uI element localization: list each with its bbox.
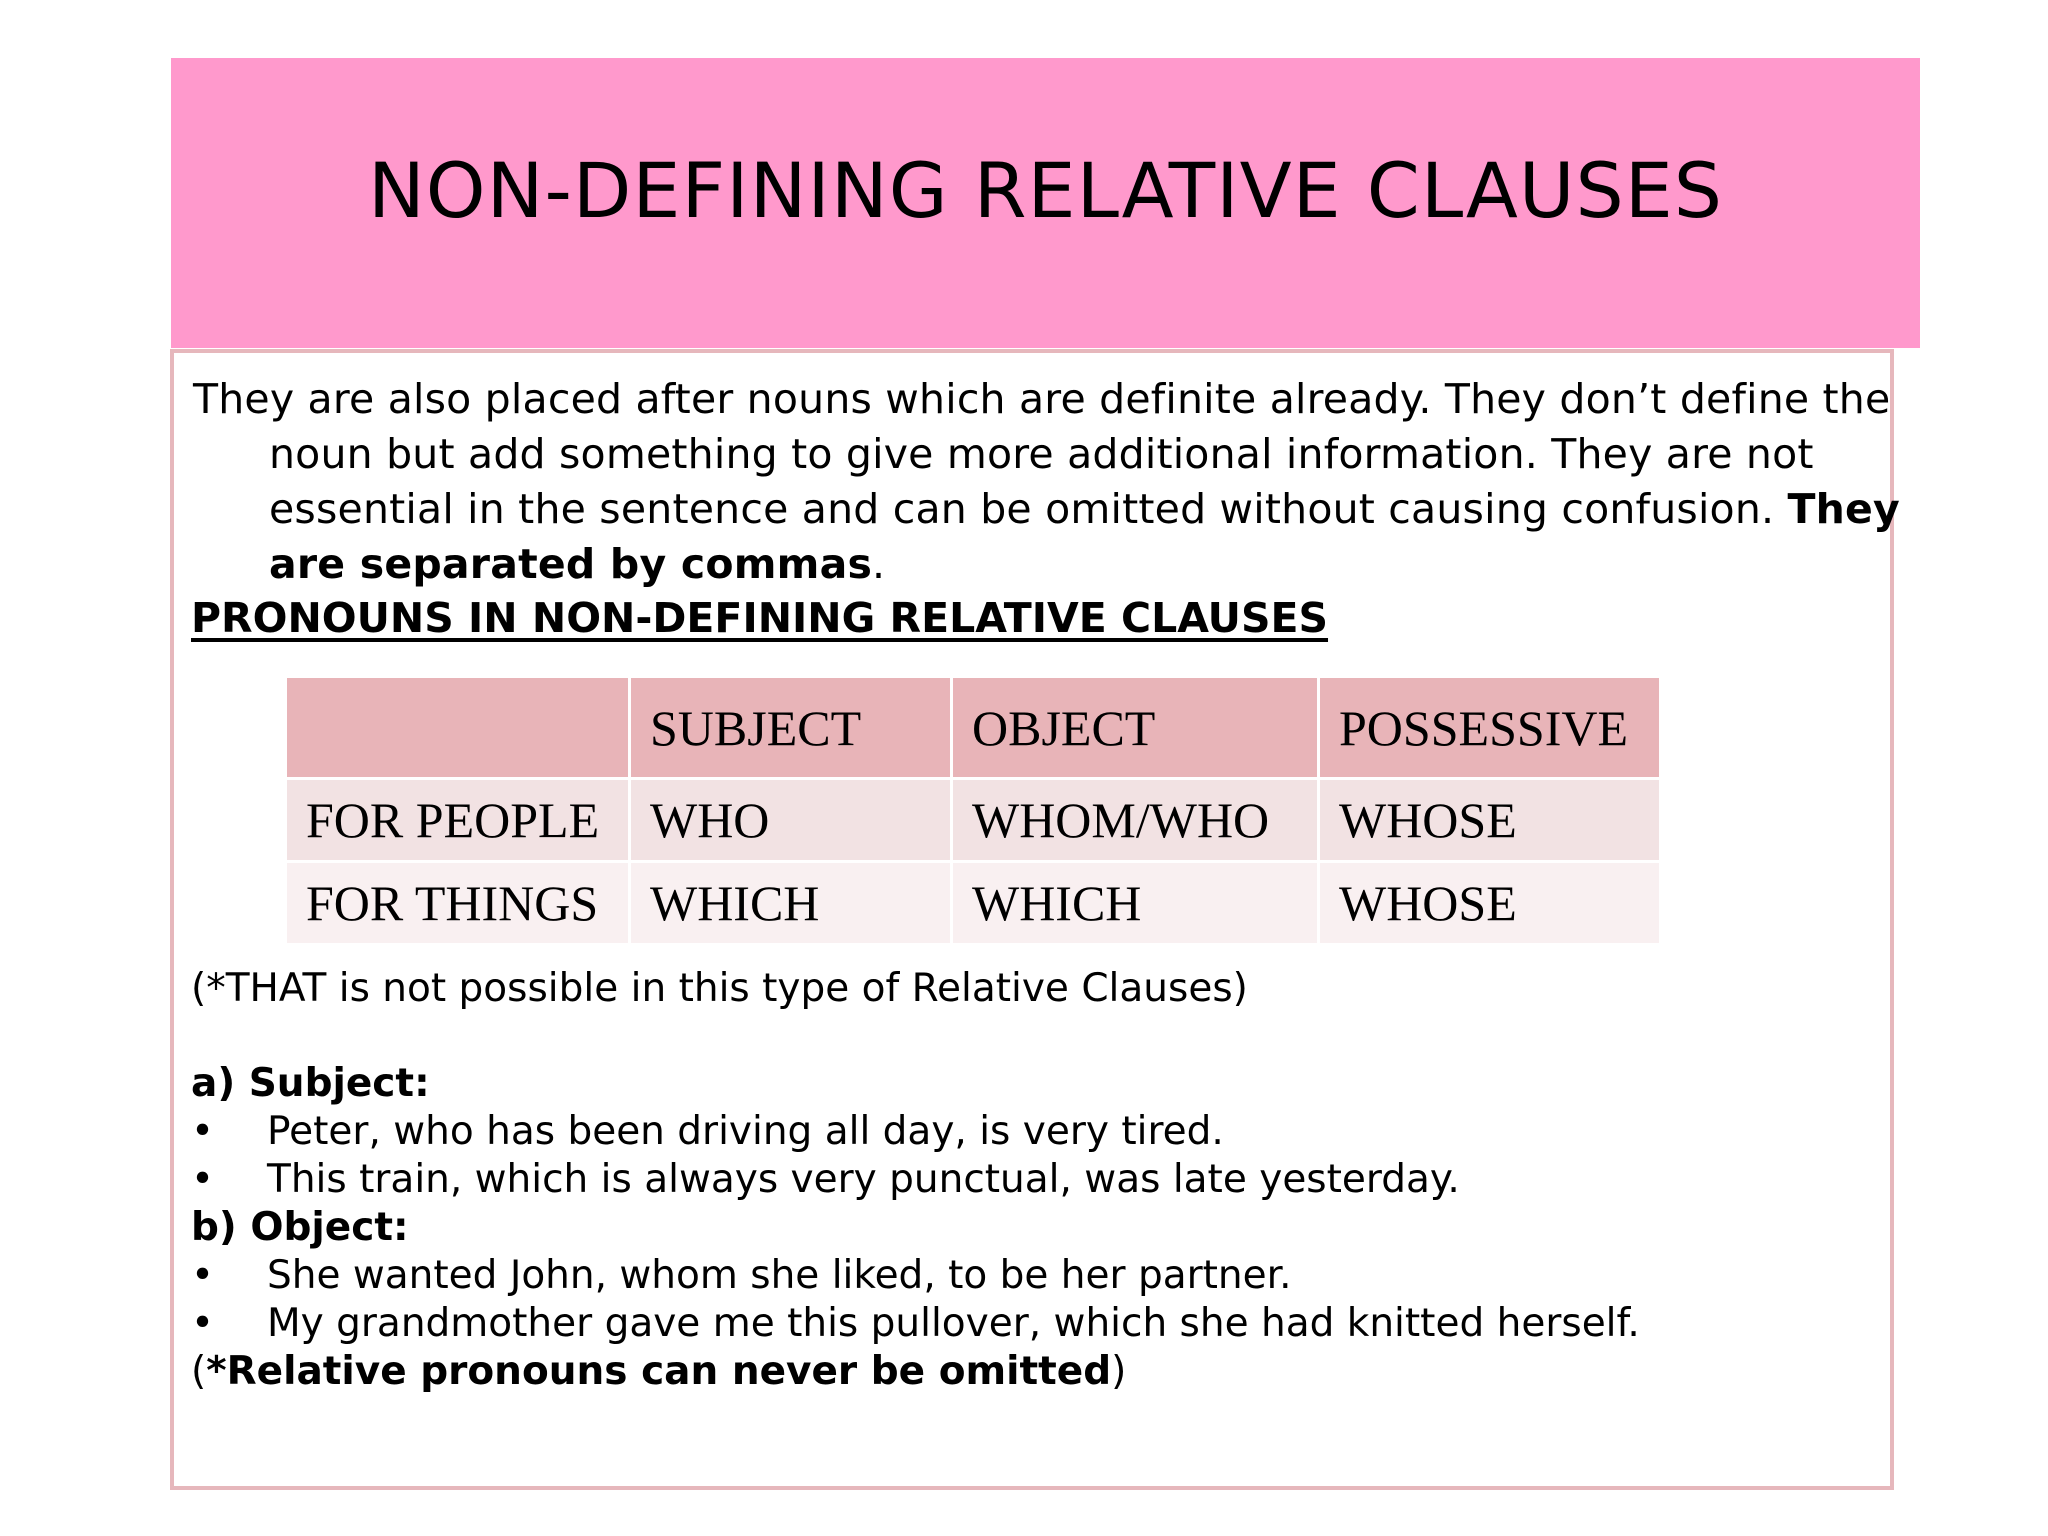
table-cell: FOR PEOPLE [286,779,630,862]
list-item [191,1156,1640,1204]
table-header-cell: SUBJECT [630,677,952,779]
list-item [191,1252,1640,1300]
table-cell: WHICH [952,862,1319,945]
list-item [191,1300,1640,1348]
intro-bold-text: They are separated by commas [269,485,1900,588]
example-text: This train, which is always very punctual, was late yesterday. [267,1157,1460,1202]
table-cell: FOR THINGS [286,862,630,945]
object-label: b) Object: [191,1205,409,1250]
table-header-cell: OBJECT [952,677,1319,779]
title-band [171,58,1920,348]
bullet-icon: • [191,1109,215,1154]
bullet-icon: • [191,1253,215,1298]
table-header-row [286,677,1661,779]
omission-bold-text: *Relative pronouns can never be omitted [206,1349,1112,1394]
intro-text: They are also placed after nouns which are definite already. They don’t define the noun but add something to give more additional information. They are not essential in the sentence and can be omitted without causing confusion. [193,375,1891,533]
table-row [286,862,1661,945]
examples-section [191,1060,1640,1396]
table-cell: WHOSE [1319,779,1661,862]
pronoun-table [284,675,1662,946]
bullet-icon: • [191,1301,215,1346]
pronouns-heading: PRONOUNS IN NON-DEFINING RELATIVE CLAUSES [191,594,1329,642]
table-cell: WHOSE [1319,862,1661,945]
subject-label: a) Subject: [191,1061,430,1106]
table-header-cell [286,677,630,779]
table-cell: WHOM/WHO [952,779,1319,862]
omission-note [191,1348,1640,1396]
bullet-icon: • [191,1157,215,1202]
list-item [191,1108,1640,1156]
table-cell: WHICH [630,862,952,945]
paren-close: ) [1111,1349,1127,1394]
that-note: (*THAT is not possible in this type of Relative Clauses) [191,966,1248,1011]
table-header-cell: POSSESSIVE [1319,677,1661,779]
example-text: Peter, who has been driving all day, is very tired. [267,1109,1224,1154]
table-row [286,779,1661,862]
paren-open: ( [191,1349,207,1394]
intro-end: . [872,540,886,588]
intro-paragraph [193,372,1949,592]
example-text: She wanted John, whom she liked, to be her partner. [267,1253,1292,1298]
slide-title: NON-DEFINING RELATIVE CLAUSES [367,146,1724,235]
example-text: My grandmother gave me this pullover, which she had knitted herself. [267,1301,1640,1346]
table-cell: WHO [630,779,952,862]
